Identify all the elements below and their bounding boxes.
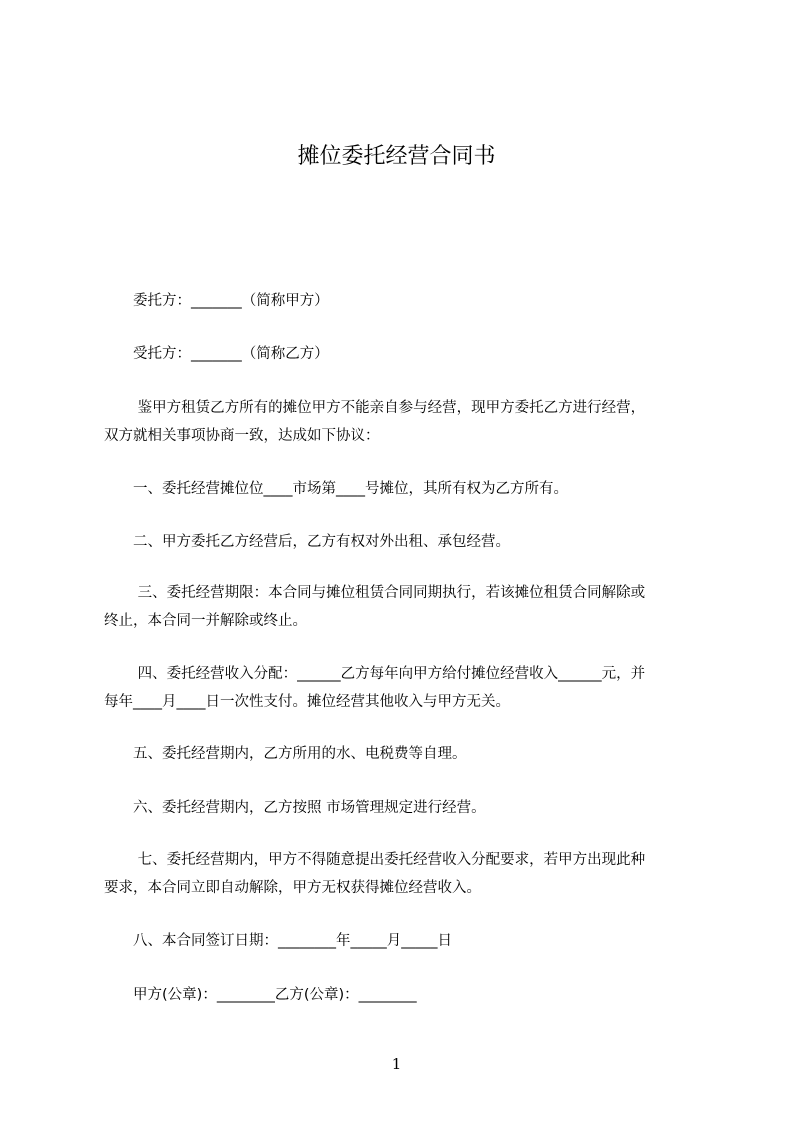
paragraph-line: 受托方：_______（简称乙方） xyxy=(104,346,329,362)
paragraph-line: 六、委托经营期内，乙方按照 市场管理规定进行经营。 xyxy=(104,800,486,816)
paragraph-line: 要求，本合同立即自动解除，甲方无权获得摊位经营收入。 xyxy=(104,880,481,896)
paragraph-line: 五、委托经营期内，乙方所用的水、电税费等自理。 xyxy=(104,746,467,762)
signature-block xyxy=(104,981,704,1009)
paragraph-entrusted-party xyxy=(104,340,704,368)
page-number: 1 xyxy=(391,1055,402,1073)
paragraph-line: 四、委托经营收入分配：______乙方每年向甲方给付摊位经营收入______元，并 xyxy=(104,666,646,682)
paragraph-line: 每年____月____日一次性支付。摊位经营其他收入与甲方无关。 xyxy=(104,694,510,710)
paragraph-line: 一、委托经营摊位位____市场第____号摊位，其所有权为乙方所有。 xyxy=(104,481,568,497)
paragraph-line: 三、委托经营期限：本合同与摊位租赁合同同期执行，若该摊位租赁合同解除或 xyxy=(104,585,646,601)
paragraph-line: 委托方：_______（简称甲方） xyxy=(104,293,329,309)
paragraph-line: 甲方(公章)：________乙方(公章)：________ xyxy=(104,987,417,1003)
paragraph-line: 双方就相关事项协商一致，达成如下协议： xyxy=(104,428,380,444)
clause-4 xyxy=(104,660,704,716)
clause-2 xyxy=(104,528,704,556)
clause-7 xyxy=(104,846,704,902)
paragraph-entrusting-party xyxy=(104,287,704,315)
clause-8-signing-date xyxy=(104,927,704,955)
paragraph-line: 鉴甲方租赁乙方所有的摊位甲方不能亲自参与经营，现甲方委托乙方进行经营， xyxy=(104,400,646,416)
paragraph-line: 二、甲方委托乙方经营后，乙方有权对外出租、承包经营。 xyxy=(104,534,510,550)
clause-1 xyxy=(104,475,704,503)
paragraph-preamble xyxy=(104,394,704,450)
document-title: 摊位委托经营合同书 xyxy=(297,144,496,169)
paragraph-line: 八、本合同签订日期：________年_____月_____日 xyxy=(104,933,452,949)
clause-3 xyxy=(104,579,704,635)
paragraph-line: 七、委托经营期内，甲方不得随意提出委托经营收入分配要求，若甲方出现此种 xyxy=(104,852,646,868)
clause-5 xyxy=(104,740,704,768)
paragraph-line: 终止，本合同一并解除或终止。 xyxy=(104,613,307,629)
clause-6 xyxy=(104,794,704,822)
